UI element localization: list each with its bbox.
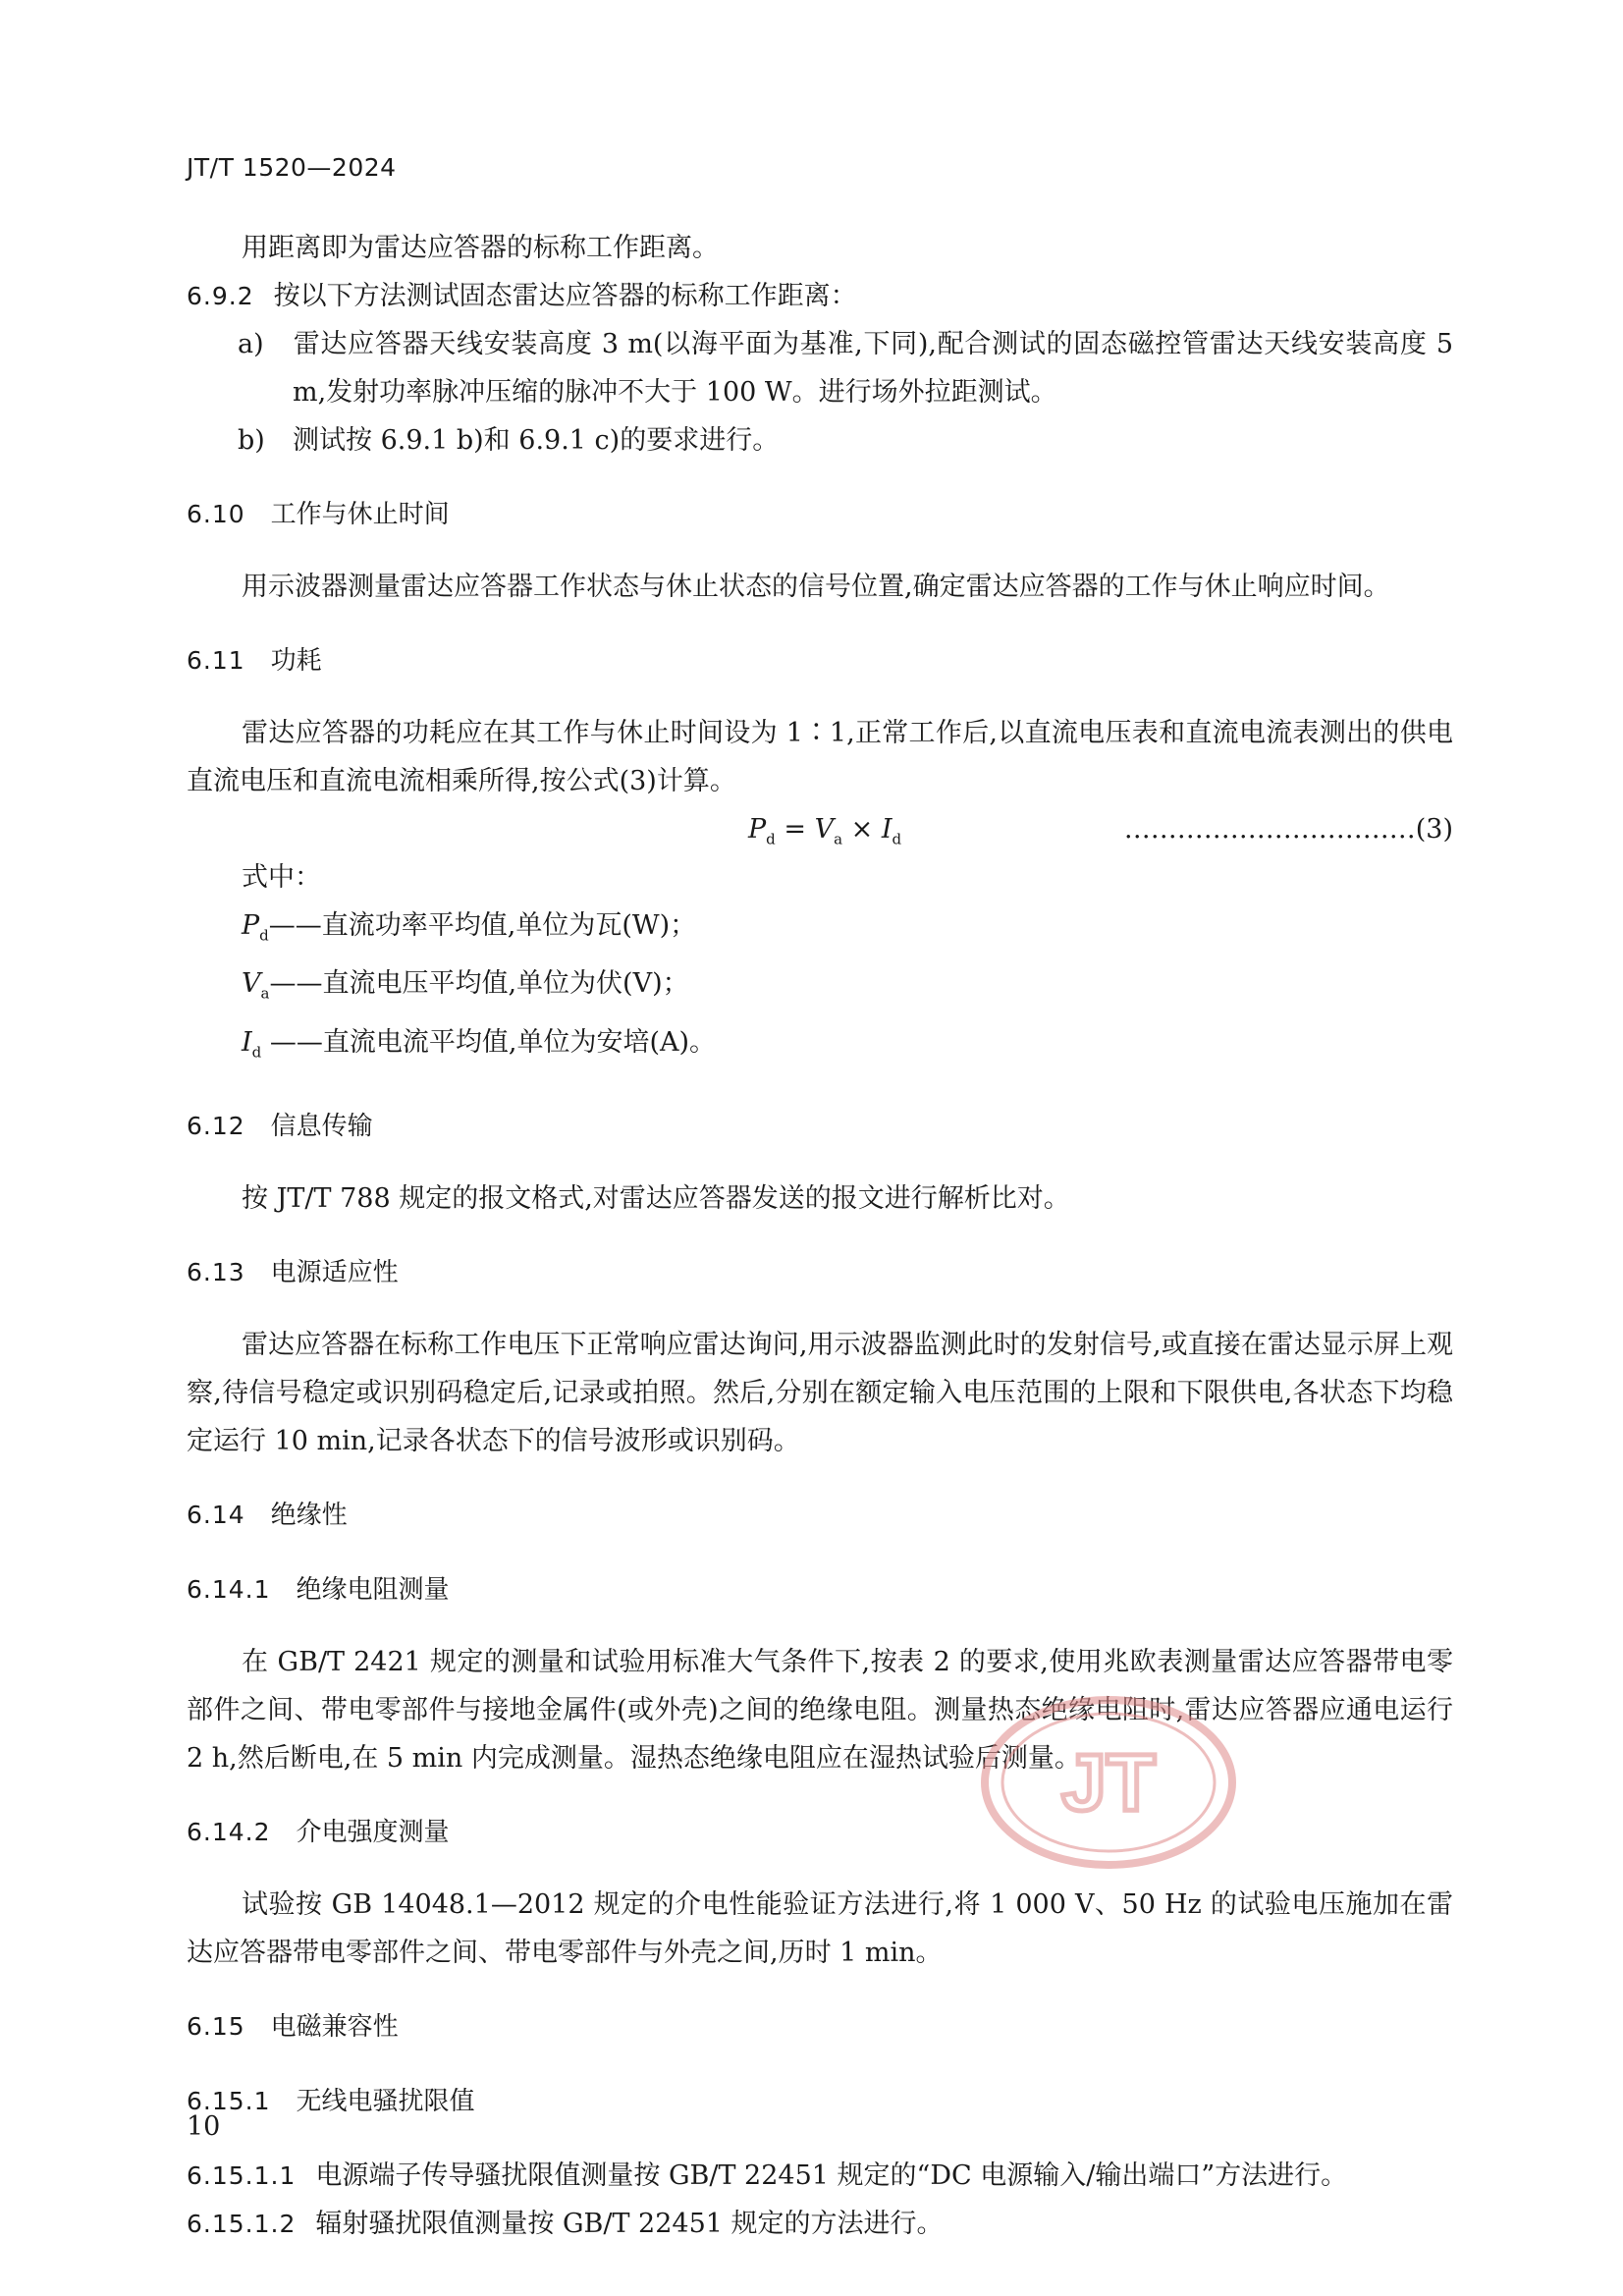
- page-body: [187, 224, 1453, 2248]
- section-number: 6.14.1: [187, 1575, 271, 1605]
- list-text: 测试按 6.9.1 b)和 6.9.1 c)的要求进行。: [293, 425, 780, 456]
- formula-expression: $P_d = V_a \times I_d$: [748, 814, 902, 848]
- section-number: 6.10: [187, 500, 245, 528]
- section-number: 6.14: [187, 1501, 245, 1530]
- paragraph-6-14-1: 在 GB/T 2421 规定的测量和试验用标准大气条件下,按表 2 的要求,使用兆欧表测量雷达应答器带电零部件之间、带电零部件与接地金属件(或外壳)之间的绝缘电阻。测量热态绝缘电阻时,雷达应答器应通电运行 2 h,然后断电,在 5 min 内完成测量。湿热态绝缘电阻应在湿热试验后测量。: [187, 1647, 1453, 1775]
- section-title: 信息传输: [270, 1112, 373, 1142]
- where-label: 式中：: [242, 862, 321, 893]
- clause-6-15-1-1: [187, 2152, 1453, 2200]
- paragraph-6-11: 雷达应答器的功耗应在其工作与休止时间设为 1∶1,正常工作后,以直流电压表和直流电流表测出的供电直流电压和直流电流相乘所得,按公式(3)计算。: [187, 718, 1453, 796]
- heading-6-10: [187, 490, 1453, 539]
- list-item-b: [187, 416, 1453, 465]
- heading-6-12: [187, 1102, 1453, 1151]
- clause-number: 6.15.1.2: [187, 2210, 297, 2239]
- document-id: JT/T 1520—2024: [187, 153, 397, 182]
- heading-6-14-1: [187, 1565, 1453, 1614]
- heading-6-11: [187, 636, 1453, 685]
- equation-number: ……………………………(3): [1123, 814, 1453, 845]
- section-number: 6.14.2: [187, 1818, 271, 1847]
- section-number: 6.15.1: [187, 2087, 271, 2116]
- list-item-a: [187, 320, 1453, 416]
- clause-number: 6.9.2: [187, 282, 254, 310]
- clause-text: 电源端子传导骚扰限值测量按 GB/T 22451 规定的“DC 电源输入/输出端口”方法进行。: [315, 2160, 1348, 2192]
- section-number: 6.12: [187, 1112, 245, 1141]
- clause-text: 辐射骚扰限值测量按 GB/T 22451 规定的方法进行。: [315, 2209, 944, 2240]
- section-number: 6.13: [187, 1258, 245, 1287]
- page-number: 10: [187, 2111, 221, 2142]
- section-title: 电源适应性: [270, 1258, 399, 1288]
- symbol-definition: $I_d$ ——直流电流平均值,单位为安培(A)。: [242, 1026, 717, 1062]
- clause-6-9-2: [187, 272, 1453, 320]
- heading-6-14: [187, 1491, 1453, 1540]
- heading-6-15: [187, 2002, 1453, 2051]
- section-title: 绝缘电阻测量: [296, 1575, 450, 1606]
- section-title: 功耗: [270, 646, 322, 676]
- symbol-definition: $V_a——$直流电压平均值,单位为伏(V)；: [242, 968, 689, 1003]
- heading-6-14-2: [187, 1808, 1453, 1857]
- paragraph-6-12: 按 JT/T 788 规定的报文格式,对雷达应答器发送的报文进行解析比对。: [242, 1183, 1070, 1215]
- paragraph-6-10: 用示波器测量雷达应答器工作状态与休止状态的信号位置,确定雷达应答器的工作与休止响应时间。: [242, 572, 1390, 602]
- heading-6-13: [187, 1248, 1453, 1297]
- list-marker: b): [238, 425, 265, 456]
- section-title: 工作与休止时间: [270, 500, 450, 529]
- clause-text: 按以下方法测试固态雷达应答器的标称工作距离：: [273, 281, 857, 311]
- stamp-text: JT: [1061, 1738, 1156, 1828]
- paragraph-6-13: 雷达应答器在标称工作电压下正常响应雷达询问,用示波器监测此时的发射信号,或直接在雷达显示屏上观察,待信号稳定或识别码稳定后,记录或拍照。然后,分别在额定输入电压范围的上限和下限供电,各状态下均稳定运行 10 min,记录各状态下的信号波形或识别码。: [187, 1330, 1453, 1457]
- clause-number: 6.15.1.1: [187, 2161, 297, 2191]
- section-title: 介电强度测量: [296, 1818, 450, 1848]
- formula-3: [187, 805, 1453, 853]
- symbol-definition: $P_d——$直流功率平均值,单位为瓦(W)；: [242, 910, 697, 945]
- section-title: 无线电骚扰限值: [296, 2087, 475, 2117]
- section-title: 电磁兼容性: [270, 2012, 399, 2043]
- section-title: 绝缘性: [270, 1501, 348, 1531]
- clause-6-15-1-2: [187, 2200, 1453, 2248]
- continuation-line: 用距离即为雷达应答器的标称工作距离。: [242, 233, 719, 263]
- paragraph-6-14-2: 试验按 GB 14048.1—2012 规定的介电性能验证方法进行,将 1 000 V、50 Hz 的试验电压施加在雷达应答器带电零部件之间、带电零部件与外壳之间,历时 1 min。: [187, 1889, 1453, 1969]
- section-number: 6.15: [187, 2012, 245, 2042]
- heading-6-15-1: [187, 2077, 1453, 2126]
- jt-stamp-watermark: [980, 1694, 1237, 1871]
- list-text: 雷达应答器天线安装高度 3 m(以海平面为基准,下同),配合测试的固态磁控管雷达天线安装高度 5 m,发射功率脉冲压缩的脉冲不大于 100 W。进行场外拉距测试。: [293, 329, 1453, 408]
- list-marker: a): [238, 329, 264, 359]
- section-number: 6.11: [187, 646, 245, 675]
